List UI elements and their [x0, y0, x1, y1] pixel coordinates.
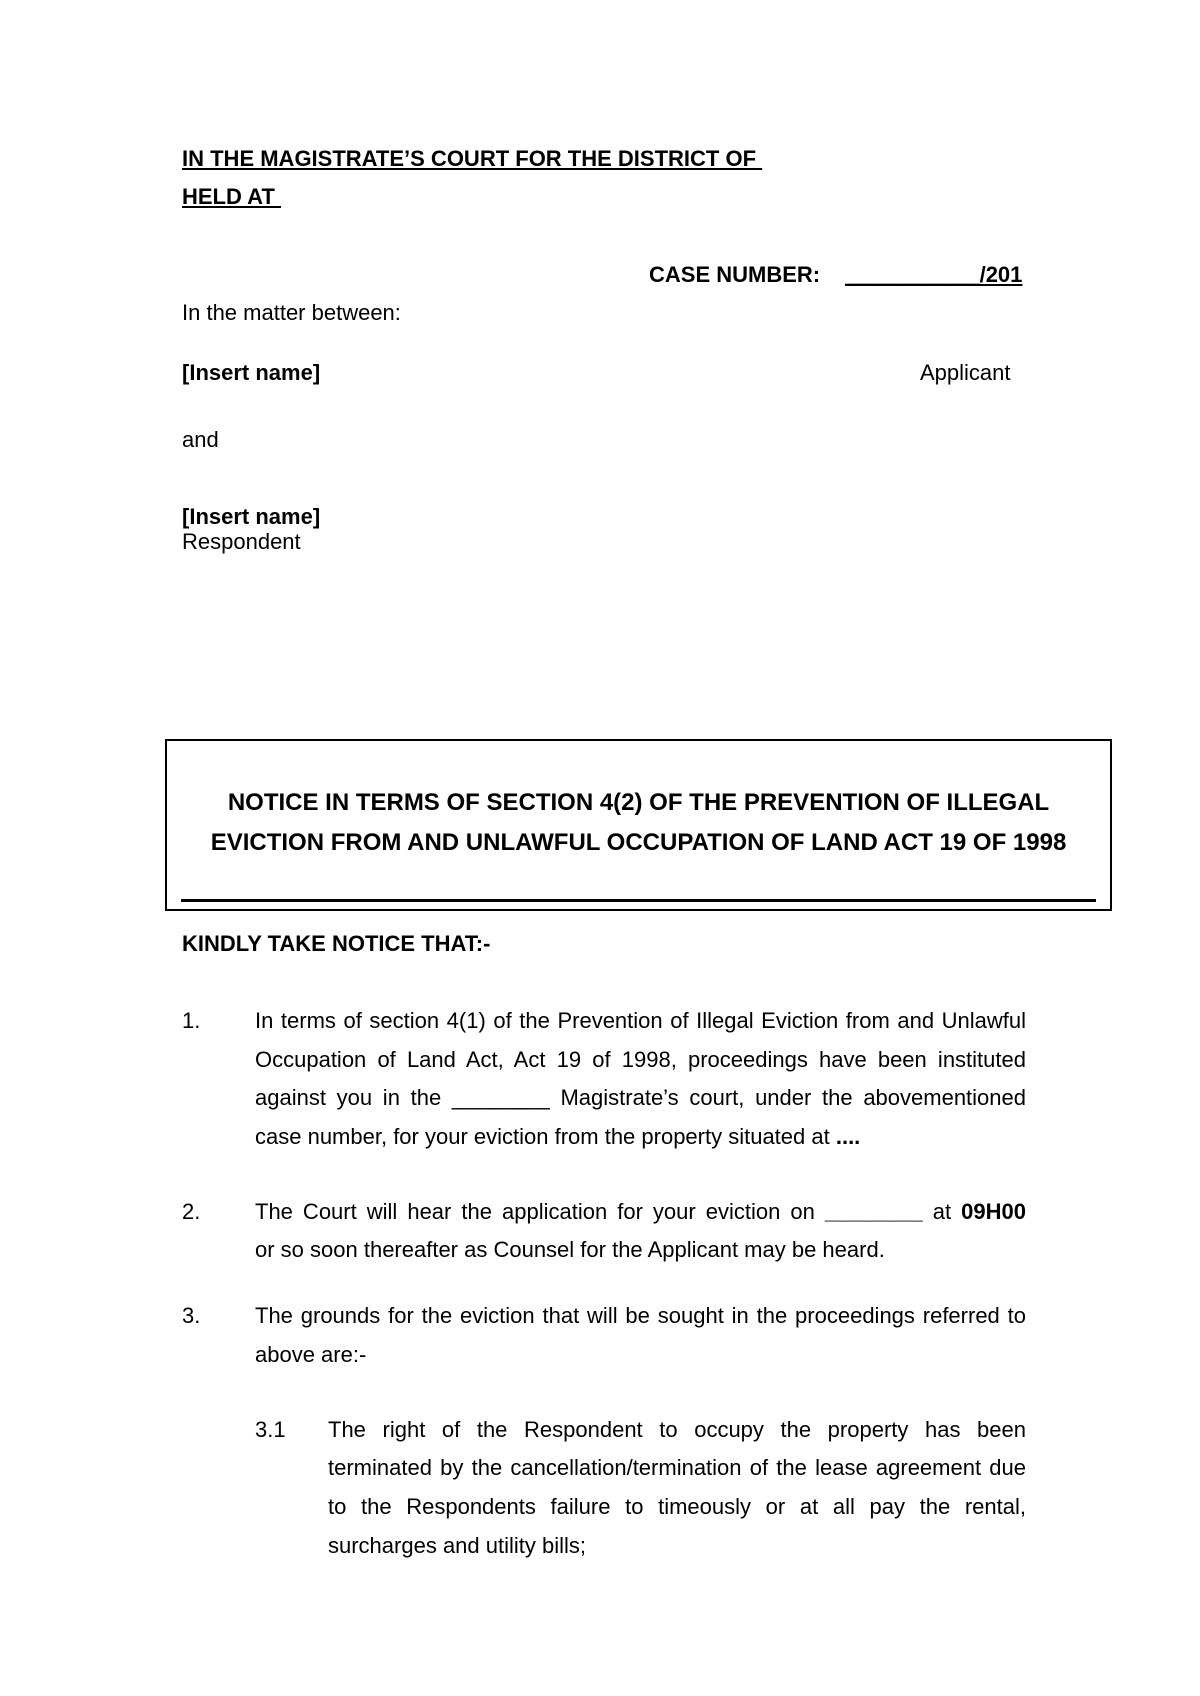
paragraph-line-text: case number, for your eviction from the property situated at — [255, 1123, 836, 1149]
case-number-value: ___________/201 — [845, 262, 1023, 287]
hearing-time: 09H00 — [961, 1198, 1026, 1224]
notice-title-line-1: NOTICE IN TERMS OF SECTION 4(2) OF THE PREVENTION OF ILLEGAL — [227, 789, 1050, 816]
applicant-role: Applicant — [920, 360, 1011, 385]
court-heading: IN THE MAGISTRATE’S COURT FOR THE DISTRICT OF — [182, 146, 763, 171]
sub-paragraph-3-1-number: 3.1 — [255, 1416, 286, 1442]
paragraph-2-text — [255, 1193, 1026, 1270]
case-number-label: CASE NUMBER: — [649, 262, 821, 287]
paragraph-1-text — [255, 1002, 1026, 1156]
paragraph-3-text — [255, 1297, 1026, 1374]
paragraph-line: to the Respondents failure to timeously or at all pay the rental, — [328, 1494, 1026, 1520]
paragraph-line: The grounds for the eviction that will be sought in the proceedings referred to — [255, 1303, 1026, 1329]
paragraph-line: above are:- — [255, 1341, 367, 1367]
paragraph-line-text: The Court will hear the application for your eviction on — [255, 1198, 825, 1224]
paragraph-3-number: 3. — [182, 1303, 201, 1329]
held-at-heading: HELD AT — [182, 184, 281, 209]
paragraph-line: against you in the ________ Magistrate’s court, under the abovementioned — [255, 1085, 1026, 1111]
parties-conjunction: and — [182, 427, 219, 452]
paragraph-line — [255, 1193, 1026, 1232]
address-placeholder: .... — [835, 1123, 861, 1149]
paragraph-line: In terms of section 4(1) of the Prevention of Illegal Eviction from and Unlawful — [255, 1008, 1026, 1033]
respondent-name: [Insert name] — [182, 504, 321, 529]
respondent-role: Respondent — [182, 529, 301, 554]
sub-paragraph-3-1-text — [328, 1411, 1026, 1565]
paragraph-1-number: 1. — [182, 1008, 201, 1033]
notice-title-rule — [181, 899, 1096, 902]
kindly-take-notice-heading: KINDLY TAKE NOTICE THAT:- — [182, 931, 491, 956]
hearing-date-blank: ________ — [824, 1198, 923, 1224]
paragraph-line: surcharges and utility bills; — [328, 1532, 587, 1558]
notice-title-line-2: EVICTION FROM AND UNLAWFUL OCCUPATION OF LAND ACT 19 OF 1998 — [210, 829, 1067, 856]
paragraph-line-text: at — [922, 1198, 962, 1224]
paragraph-line: The right of the Respondent to occupy the property has been — [328, 1416, 1026, 1442]
paragraph-line: terminated by the cancellation/termination of the lease agreement due — [328, 1455, 1026, 1481]
matter-between-label: In the matter between: — [182, 300, 401, 325]
paragraph-line: or so soon thereafter as Counsel for the Applicant may be heard. — [255, 1237, 885, 1263]
paragraph-line: Occupation of Land Act, Act 19 of 1998, proceedings have been instituted — [255, 1046, 1026, 1072]
paragraph-line — [255, 1118, 1026, 1157]
paragraph-2-number: 2. — [182, 1198, 201, 1224]
notice-title-box — [165, 739, 1112, 911]
applicant-name: [Insert name] — [182, 360, 321, 385]
